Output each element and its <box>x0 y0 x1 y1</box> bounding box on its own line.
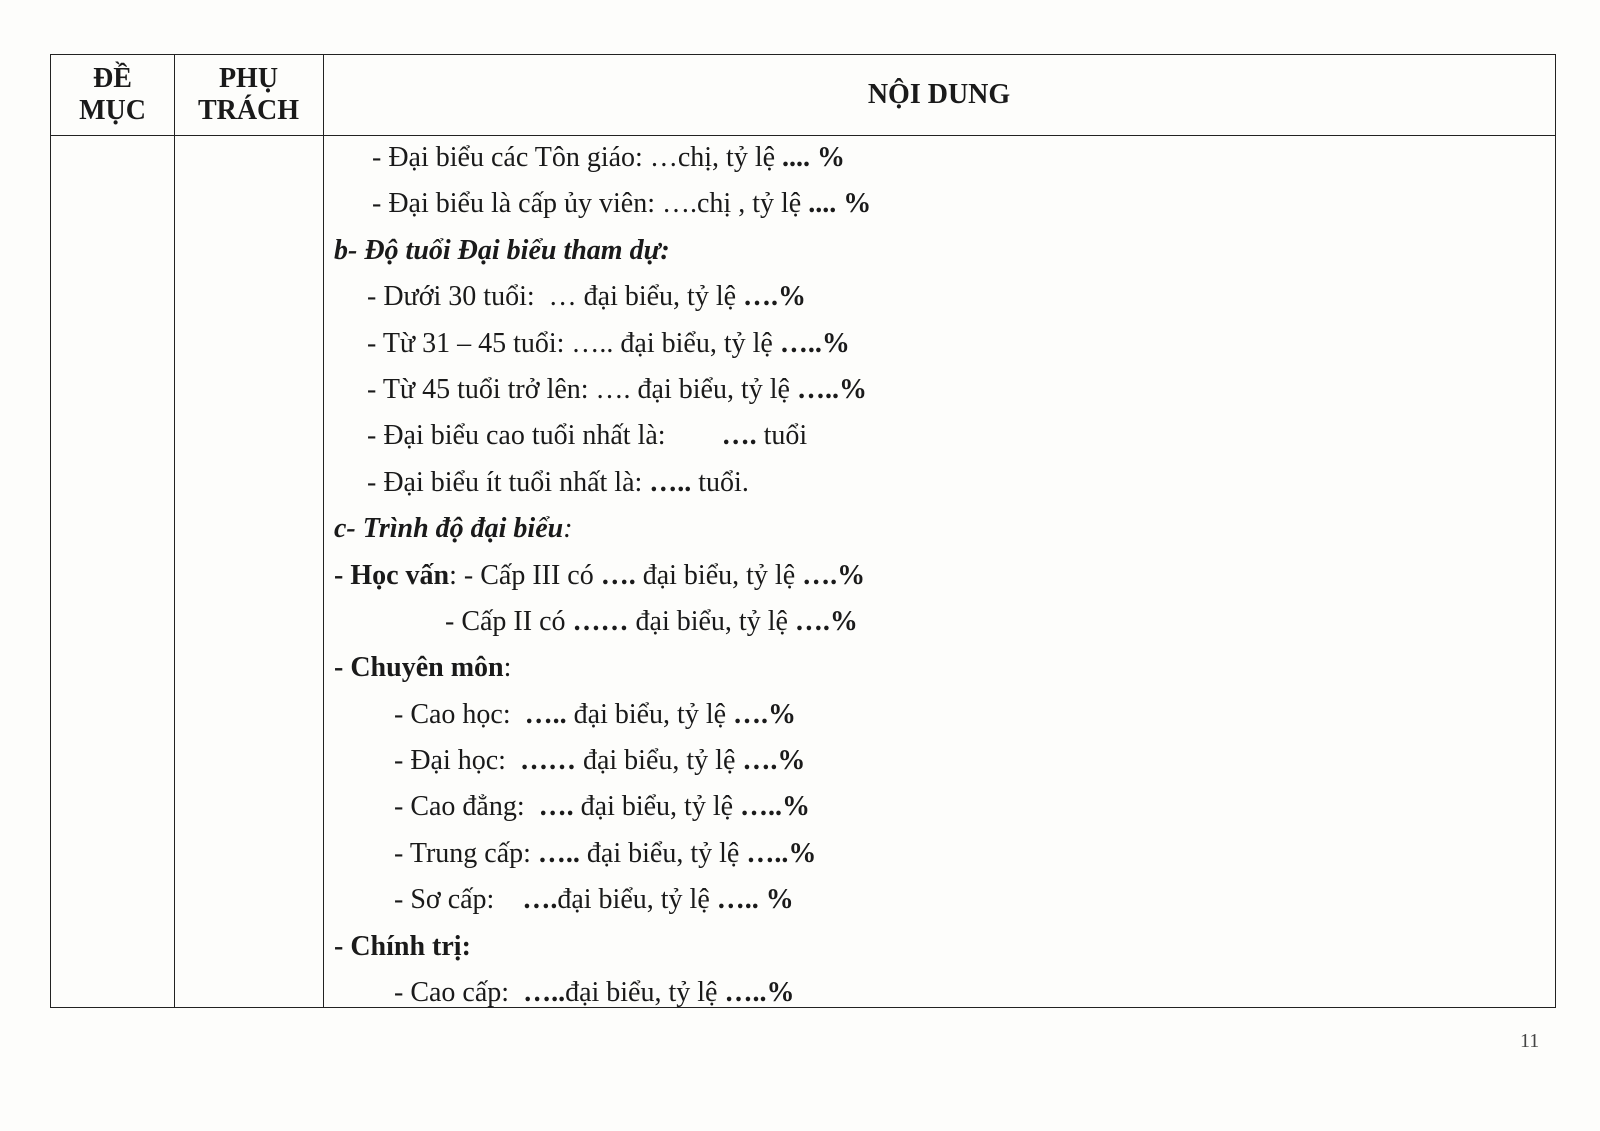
column-divider <box>174 55 175 1007</box>
line-it-tuoi-nhat: - Đại biểu ít tuổi nhất là: ….. tuổi. <box>367 466 749 498</box>
line-duoi-30: - Dưới 30 tuổi: … đại biểu, tỷ lệ ….% <box>367 281 807 313</box>
section-trinh-do: c- Trình độ đại biểu: <box>334 513 573 545</box>
line-cao-dang: - Cao đẳng: …. đại biểu, tỷ lệ …..% <box>394 791 811 823</box>
line-so-cap: - Sơ cấp: ….đại biểu, tỷ lệ ….. % <box>394 884 794 916</box>
line-trung-cap: - Trung cấp: ….. đại biểu, tỷ lệ …..% <box>394 837 817 869</box>
header-de-muc <box>51 55 174 135</box>
line-45-tro-len: - Từ 45 tuổi trở lên: …. đại biểu, tỷ lệ …..% <box>367 373 867 405</box>
page-number: 11 <box>1520 1030 1540 1052</box>
section-chuyen-mon: - Chuyên môn: <box>334 652 512 684</box>
section-do-tuoi: b- Độ tuổi Đại biểu tham dự: <box>334 234 670 266</box>
header-phu-trach <box>174 55 323 135</box>
content-table <box>50 54 1556 1008</box>
section-chinh-tri: - Chính trị: <box>334 930 471 962</box>
line-31-45: - Từ 31 – 45 tuổi: ….. đại biểu, tỷ lệ …..% <box>367 327 850 359</box>
header-noi-dung <box>323 55 1555 135</box>
column-divider <box>323 55 324 1007</box>
line-dai-hoc: - Đại học: …… đại biểu, tỷ lệ ….% <box>394 745 806 777</box>
line-cao-cap: - Cao cấp: …..đại biểu, tỷ lệ …..% <box>394 977 795 1009</box>
line-ton-giao: - Đại biểu các Tôn giáo: …chị, tỷ lệ .... % <box>372 142 846 173</box>
line-hoc-van-cap-3: - Học vấn: - Cấp III có …. đại biểu, tỷ lệ ….% <box>334 559 866 591</box>
line-hoc-van-cap-2: - Cấp II có …… đại biểu, tỷ lệ ….% <box>445 605 858 637</box>
header-phu-trach-line1: PHỤ <box>218 63 279 94</box>
line-cao-tuoi-nhat: - Đại biểu cao tuổi nhất là: …. tuổi <box>367 420 808 452</box>
noi-dung-content <box>334 135 1545 1016</box>
header-de-muc-line2: MỤC <box>79 95 146 126</box>
line-cap-uy-vien: - Đại biểu là cấp ủy viên: ….chị , tỷ lệ .... % <box>372 188 872 220</box>
header-noi-dung-label: NỘI DUNG <box>867 79 1011 110</box>
header-phu-trach-line2: TRÁCH <box>197 95 300 126</box>
header-de-muc-line1: ĐỀ <box>93 63 132 94</box>
line-cao-hoc: - Cao học: ….. đại biểu, tỷ lệ ….% <box>394 698 797 730</box>
